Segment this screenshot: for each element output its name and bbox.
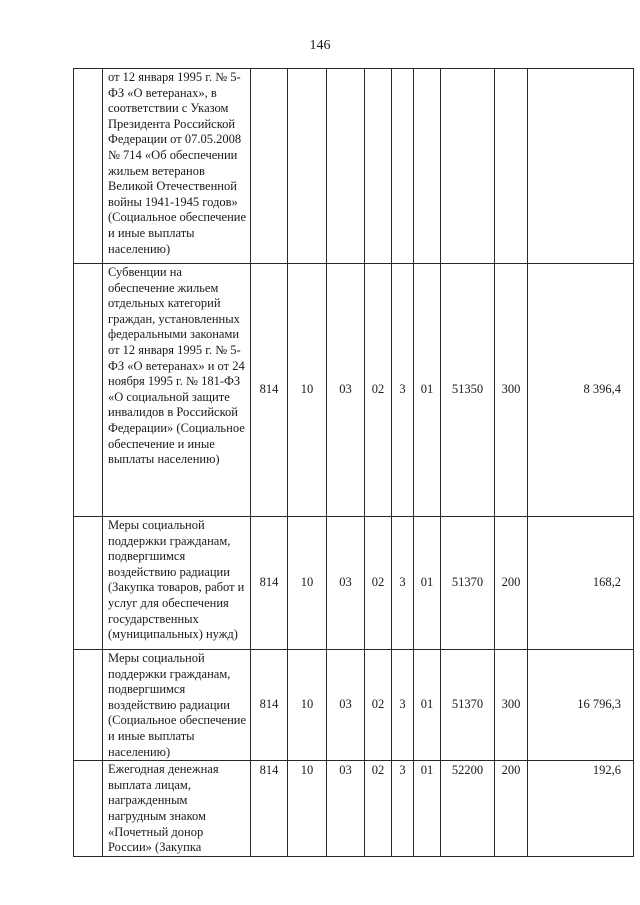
description-cell (103, 69, 251, 264)
section-code: 10 (288, 761, 327, 857)
row-number-cell (74, 517, 103, 650)
item-code: 51350 (441, 264, 495, 517)
description-cell (103, 517, 251, 650)
subprogram-code: 3 (392, 650, 414, 761)
direction-code (414, 69, 441, 264)
subprogram-code (392, 69, 414, 264)
table-row (74, 761, 634, 857)
subsection-code: 03 (327, 650, 365, 761)
item-code (441, 69, 495, 264)
direction-code: 01 (414, 264, 441, 517)
row-number-cell (74, 264, 103, 517)
row-number-cell (74, 69, 103, 264)
expense-type-code (495, 69, 528, 264)
description-text: Меры социальной поддержки гражданам, подвергшимся воздействию радиации (Социальное обеспечение и иные выплаты населению) (108, 651, 247, 759)
table-row (74, 69, 634, 264)
expense-type-code: 300 (495, 264, 528, 517)
amount-value: 168,2 (528, 517, 634, 650)
ministry-code (251, 69, 288, 264)
subsection-code: 03 (327, 264, 365, 517)
ministry-code: 814 (251, 264, 288, 517)
description-cell (103, 264, 251, 517)
direction-code: 01 (414, 517, 441, 650)
description-text: Субвенции на обеспечение жильем отдельных категорий граждан, установленных федеральными законами от 12 января 1995 г. № 5-ФЗ «О ветеранах» и от 24 ноября 1995 г. № 181-ФЗ «О социальной защите инвалидов в Российской Федерации» (Социальное обеспечение и иные выплаты населению) (108, 265, 245, 467)
ministry-code: 814 (251, 517, 288, 650)
page-number: 146 (309, 38, 331, 53)
description-text: от 12 января 1995 г. № 5-ФЗ «О ветеранах», в соответствии с Указом Президента Российской Федерации от 07.05.2008 № 714 «Об обеспечении жильем ветеранов Великой Отечественной войны 1941-1945 годов» (Социальное обеспечение и иные выплаты населению) (108, 70, 247, 256)
ministry-code: 814 (251, 761, 288, 857)
ministry-code: 814 (251, 650, 288, 761)
description-text: Ежегодная денежная выплата лицам, награжденным нагрудным знаком «Почетный донор России» (Закупка (108, 762, 219, 855)
table-row (74, 650, 634, 761)
direction-code: 01 (414, 761, 441, 857)
amount-value: 192,6 (528, 761, 634, 857)
section-code: 10 (288, 264, 327, 517)
section-code: 10 (288, 517, 327, 650)
item-code: 51370 (441, 650, 495, 761)
item-code: 52200 (441, 761, 495, 857)
program-code: 02 (365, 761, 392, 857)
subprogram-code: 3 (392, 761, 414, 857)
table-row (74, 517, 634, 650)
expense-type-code: 200 (495, 761, 528, 857)
program-code: 02 (365, 517, 392, 650)
row-number-cell (74, 761, 103, 857)
program-code: 02 (365, 264, 392, 517)
budget-table (73, 68, 634, 857)
row-number-cell (74, 650, 103, 761)
subprogram-code: 3 (392, 264, 414, 517)
section-code (288, 69, 327, 264)
expense-type-code: 200 (495, 517, 528, 650)
program-code (365, 69, 392, 264)
expense-type-code: 300 (495, 650, 528, 761)
program-code: 02 (365, 650, 392, 761)
section-code: 10 (288, 650, 327, 761)
description-cell (103, 650, 251, 761)
amount-value (528, 69, 634, 264)
subsection-code: 03 (327, 761, 365, 857)
subprogram-code: 3 (392, 517, 414, 650)
description-cell (103, 761, 251, 857)
amount-value: 8 396,4 (528, 264, 634, 517)
table-row (74, 264, 634, 517)
item-code: 51370 (441, 517, 495, 650)
subsection-code (327, 69, 365, 264)
direction-code: 01 (414, 650, 441, 761)
subsection-code: 03 (327, 517, 365, 650)
amount-value: 16 796,3 (528, 650, 634, 761)
description-text: Меры социальной поддержки гражданам, подвергшимся воздействию радиации (Закупка товаров, работ и услуг для обеспечения государственных (муниципальных) нужд) (108, 518, 245, 642)
